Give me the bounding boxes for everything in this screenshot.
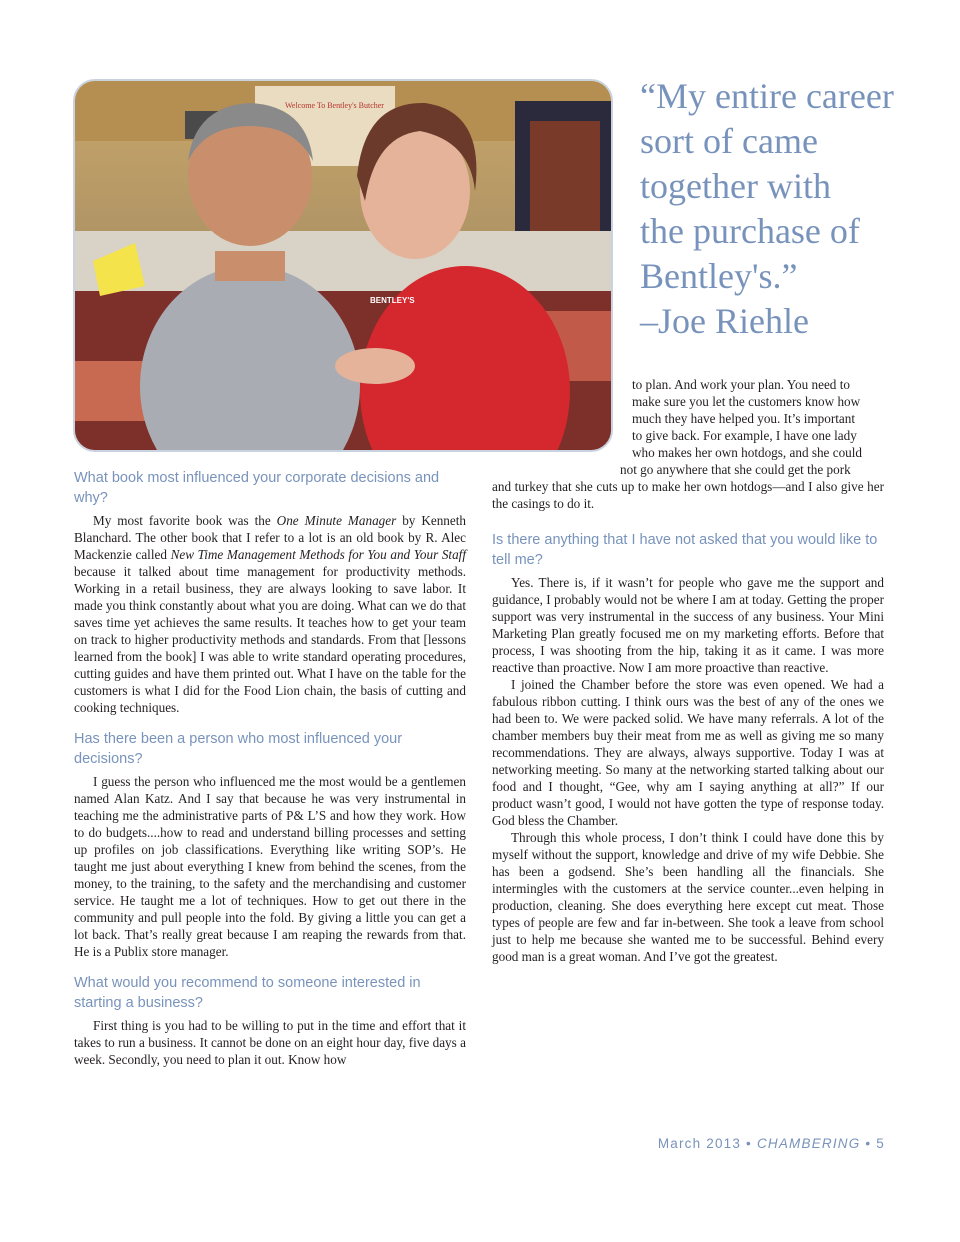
continued-line: make sure you let the customers know how	[632, 394, 861, 409]
answer-paragraph: First thing is you had to be willing to put in the time and effort that it takes to run a business. It cannot be done on an eight hour day, five days a week. Secondly, you need to plan it out. Know how	[74, 1018, 466, 1067]
continued-paragraph: and turkey that she cuts up to make her own hotdogs—and I also give her the casings to do it.	[492, 479, 884, 511]
answer-paragraph: I joined the Chamber before the store was even opened. We had a fabulous ribbon cutting. I think ours was the best of any of the ones we had been to. We were packed solid. We have many referrals. A lot of the chamber members buy their meat from me as well as giving me so many recommendations. They are always, always supportive. Today I was at networking meeting. So many at the networking started talking about our food and I thought, “Gee, why am I saying anything at all?” If our product wasn’t good, I would not have gotten the type of response today. God bless the Chamber.	[492, 677, 884, 828]
continued-line: who makes her own hotdogs, and she could	[632, 445, 863, 460]
pull-quote-line: “My entire career	[640, 76, 894, 116]
question-heading: Is there anything that I have not asked that you would like to tell me?	[492, 532, 878, 568]
right-column-continuation	[492, 376, 884, 512]
answer-paragraph: Yes. There is, if it wasn’t for people who gave me the support and guidance, I probably would not be where I am at today. Getting the proper support was very instrumental in the success of any business. Your Mini Marketing Plan greatly focused me on my marketing efforts. Before that process, I was shooting from the hip, taking it as it came. I was more reactive than proactive. Now I am more proactive than reactive.	[492, 575, 884, 675]
question-heading: Has there been a person who most influenced your decisions?	[74, 731, 403, 767]
issue-date: March 2013	[657, 1136, 742, 1151]
book-title: One Minute Manager	[276, 513, 397, 528]
answer-text: because it talked about time management for productivity methods. Working in a retail business, they are always looking to save labor. It made you think constantly about what you are doing. What can we do that saves time yet achieves the same results. It teaches how to get your team on track to higher productivity methods and standards. From that [lessons learned from the book] I was able to write standard operating procedures, cutting guides and have them printed out. What I have on the table for the customers is what I did for the Food Lion chain, the basis of cutting and cooking techniques.	[74, 564, 466, 715]
left-column	[74, 468, 466, 1081]
book-title: New Time Management Methods for You and Your Staff	[170, 547, 466, 562]
section-recommend	[74, 973, 466, 1068]
magazine-name: CHAMBERING	[756, 1136, 861, 1151]
pull-quote	[640, 74, 940, 344]
section-person	[74, 729, 466, 960]
pull-quote-attribution: –Joe Riehle	[640, 301, 809, 341]
continued-line: to plan. And work your plan. You need to	[632, 377, 850, 392]
continued-line: to give back. For example, I have one lady	[632, 428, 857, 443]
answer-text: by Kenneth Blanchard. The other book that I refer to a lot is an old book by R. Alec Mackenzie called	[74, 513, 467, 562]
pull-quote-line: the purchase of	[640, 211, 860, 251]
section-anything-else	[492, 530, 884, 965]
pull-quote-line: Bentley's.”	[640, 256, 798, 296]
page-number: 5	[876, 1136, 885, 1151]
page-footer	[600, 1136, 885, 1151]
question-heading: What book most influenced your corporate decisions and why?	[74, 470, 440, 506]
question-heading: What would you recommend to someone interested in starting a business?	[74, 975, 421, 1011]
answer-text: My most favorite book was the	[93, 513, 277, 528]
right-column	[492, 530, 884, 978]
footer-separator: •	[860, 1136, 877, 1151]
pull-quote-line: together with	[640, 166, 831, 206]
footer-separator: •	[741, 1136, 757, 1151]
store-sign: Welcome To Bentley's Butcher	[285, 101, 384, 110]
continued-line: much they have helped you. It’s important	[632, 411, 856, 426]
answer-paragraph: I guess the person who influenced me the most would be a gentlemen named Alan Katz. And I say that because he was very instrumental in teaching me the administrative parts of P& L’S and how they work. How to do budgets....how to read and understand billing processes and setting up profiles on job classifications. Everything like writing SOP’s. He taught me just about everything I knew from behind the scenes, from the money, to the training, to the safety and the merchandising and customer service. He taught me a lot of techniques. How to get out there in the community and pull people into the fold. By giving a little you can get a lot back. That’s really great because I am reaping the rewards from that. He is a Publix store manager.	[74, 774, 466, 959]
pull-quote-line: sort of came	[640, 121, 818, 161]
answer-paragraph	[74, 512, 466, 716]
shirt-logo: BENTLEY'S	[370, 296, 415, 305]
section-book	[74, 468, 466, 716]
answer-paragraph: Through this whole process, I don’t think I could have done this by myself without the support, knowledge and drive of my wife Debbie. She has been a godsend. She’s been handling all the financials. She intermingles with the customers at the service counter...even helping in production, cleaning. She does everything here except cut meat. Those types of people are few and far in-between. She took a leave from school just to help me because she wanted me to be successful. Behind every good man is a great woman. And I’ve got the greatest.	[492, 830, 884, 964]
continued-line: not go anywhere that she could get the pork	[620, 462, 851, 477]
